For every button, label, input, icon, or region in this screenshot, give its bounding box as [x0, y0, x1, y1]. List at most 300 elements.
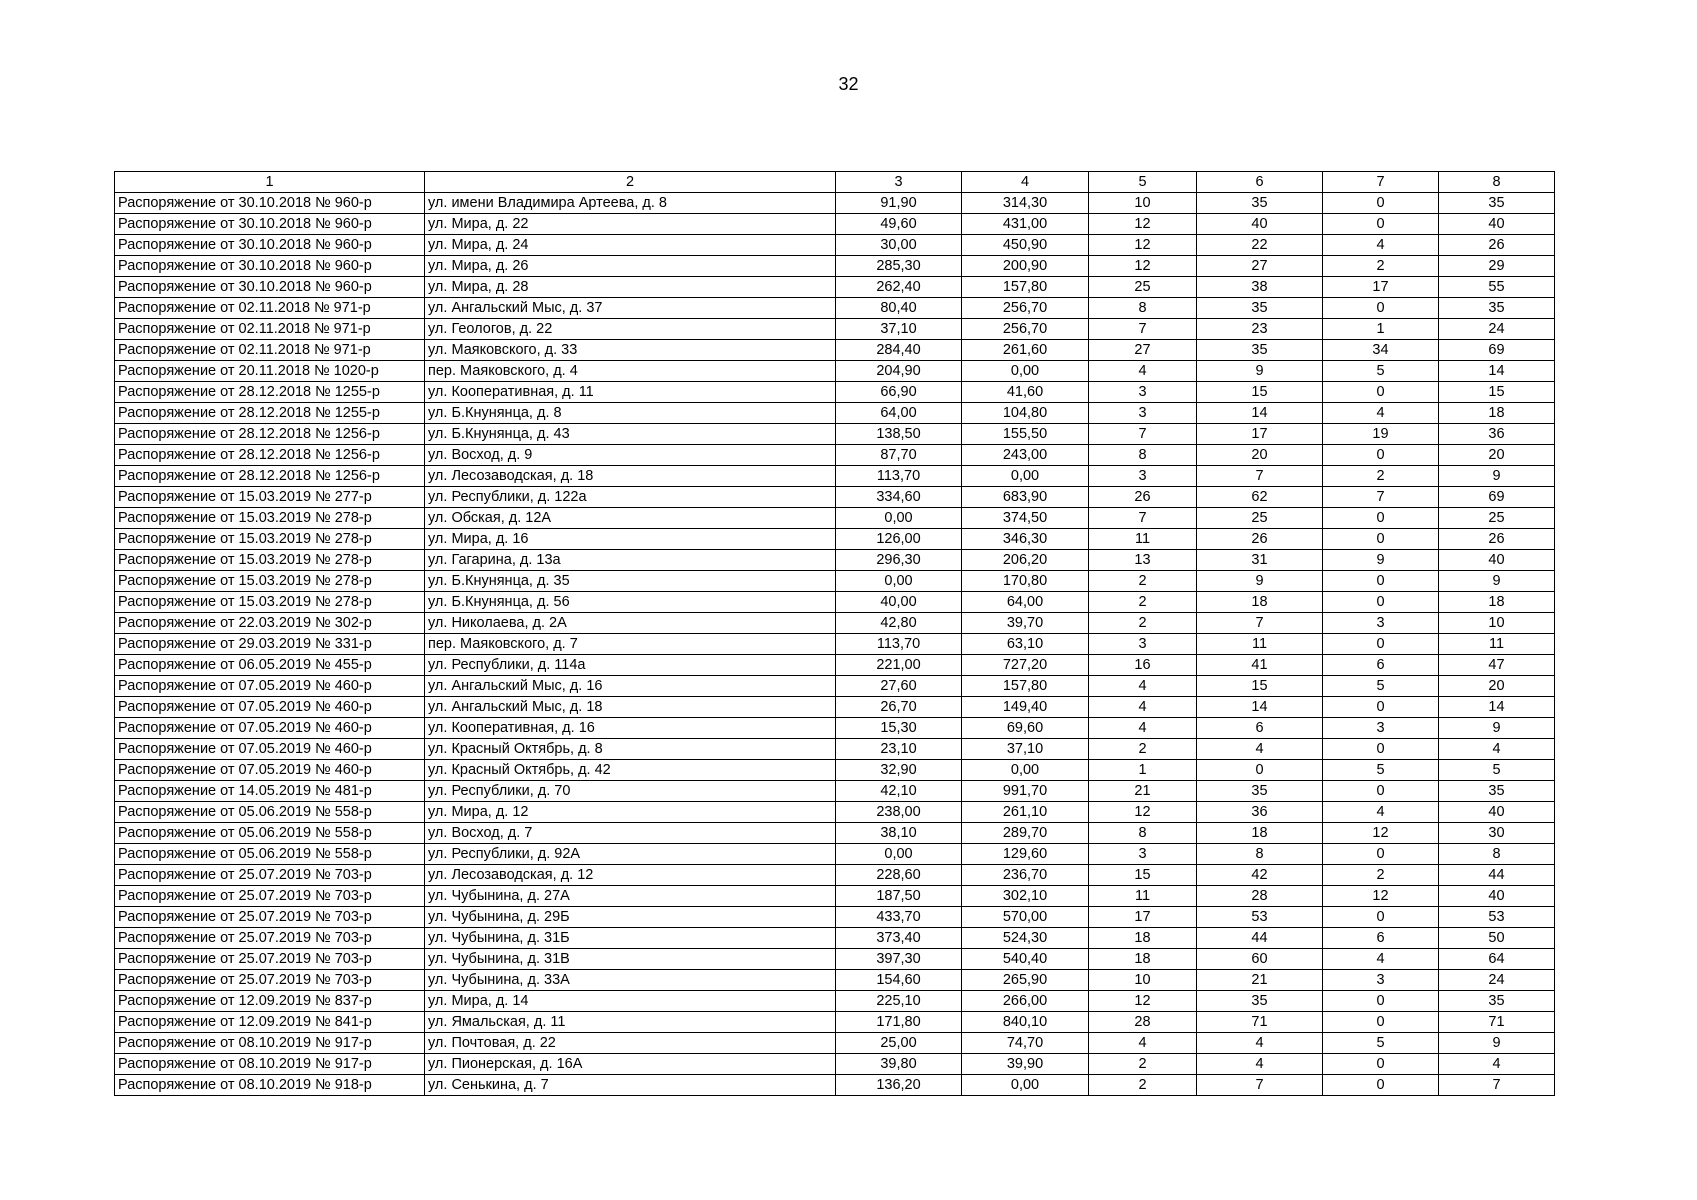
- value-cell: 17: [1197, 424, 1323, 445]
- value-cell: 25: [1089, 277, 1197, 298]
- value-cell: 4: [1439, 1054, 1555, 1075]
- value-cell: 35: [1197, 781, 1323, 802]
- value-cell: 4: [1197, 1033, 1323, 1054]
- value-cell: 0: [1323, 907, 1439, 928]
- value-cell: 0: [1323, 1075, 1439, 1096]
- value-cell: 24: [1439, 970, 1555, 991]
- table-row: [115, 697, 1555, 718]
- value-cell: 74,70: [962, 1033, 1089, 1054]
- table-row: [115, 886, 1555, 907]
- value-cell: 149,40: [962, 697, 1089, 718]
- table-row: [115, 193, 1555, 214]
- value-cell: 225,10: [836, 991, 962, 1012]
- value-cell: 3: [1089, 466, 1197, 487]
- value-cell: 5: [1323, 676, 1439, 697]
- document-cell: Распоряжение от 28.12.2018 № 1255-р: [115, 403, 425, 424]
- address-cell: ул. Мира, д. 12: [425, 802, 836, 823]
- value-cell: 206,20: [962, 550, 1089, 571]
- value-cell: 0: [1323, 844, 1439, 865]
- value-cell: 18: [1439, 403, 1555, 424]
- value-cell: 42,80: [836, 613, 962, 634]
- value-cell: 10: [1089, 970, 1197, 991]
- address-cell: ул. Республики, д. 122а: [425, 487, 836, 508]
- value-cell: 40: [1439, 214, 1555, 235]
- value-cell: 35: [1197, 298, 1323, 319]
- value-cell: 570,00: [962, 907, 1089, 928]
- column-header: 2: [425, 172, 836, 193]
- value-cell: 236,70: [962, 865, 1089, 886]
- value-cell: 4: [1089, 697, 1197, 718]
- address-cell: ул. Кооперативная, д. 16: [425, 718, 836, 739]
- value-cell: 27,60: [836, 676, 962, 697]
- value-cell: 41,60: [962, 382, 1089, 403]
- address-cell: ул. Пионерская, д. 16А: [425, 1054, 836, 1075]
- value-cell: 397,30: [836, 949, 962, 970]
- table-row: [115, 802, 1555, 823]
- value-cell: 69,60: [962, 718, 1089, 739]
- table-row: [115, 214, 1555, 235]
- address-cell: ул. Чубынина, д. 27А: [425, 886, 836, 907]
- document-cell: Распоряжение от 25.07.2019 № 703-р: [115, 949, 425, 970]
- value-cell: 14: [1439, 697, 1555, 718]
- value-cell: 256,70: [962, 319, 1089, 340]
- value-cell: 2: [1323, 466, 1439, 487]
- table-header-row: [115, 172, 1555, 193]
- value-cell: 26: [1439, 235, 1555, 256]
- value-cell: 60: [1197, 949, 1323, 970]
- value-cell: 7: [1323, 487, 1439, 508]
- value-cell: 18: [1089, 949, 1197, 970]
- value-cell: 9: [1439, 571, 1555, 592]
- document-cell: Распоряжение от 25.07.2019 № 703-р: [115, 907, 425, 928]
- column-header: 7: [1323, 172, 1439, 193]
- address-cell: ул. Маяковского, д. 33: [425, 340, 836, 361]
- value-cell: 6: [1323, 655, 1439, 676]
- table-row: [115, 403, 1555, 424]
- value-cell: 15: [1089, 865, 1197, 886]
- document-cell: Распоряжение от 30.10.2018 № 960-р: [115, 277, 425, 298]
- document-cell: Распоряжение от 20.11.2018 № 1020-р: [115, 361, 425, 382]
- address-cell: ул. Чубынина, д. 31Б: [425, 928, 836, 949]
- value-cell: 4: [1439, 739, 1555, 760]
- value-cell: 0: [1323, 529, 1439, 550]
- table-row: [115, 571, 1555, 592]
- value-cell: 0: [1323, 1012, 1439, 1033]
- address-cell: ул. Кооперативная, д. 11: [425, 382, 836, 403]
- value-cell: 19: [1323, 424, 1439, 445]
- value-cell: 64,00: [836, 403, 962, 424]
- value-cell: 154,60: [836, 970, 962, 991]
- value-cell: 26: [1089, 487, 1197, 508]
- value-cell: 9: [1197, 571, 1323, 592]
- address-cell: ул. Чубынина, д. 33А: [425, 970, 836, 991]
- value-cell: 0: [1323, 445, 1439, 466]
- value-cell: 4: [1197, 1054, 1323, 1075]
- value-cell: 28: [1197, 886, 1323, 907]
- document-cell: Распоряжение от 29.03.2019 № 331-р: [115, 634, 425, 655]
- value-cell: 3: [1323, 970, 1439, 991]
- table-row: [115, 277, 1555, 298]
- value-cell: 261,10: [962, 802, 1089, 823]
- value-cell: 13: [1089, 550, 1197, 571]
- value-cell: 0: [1323, 193, 1439, 214]
- value-cell: 7: [1197, 1075, 1323, 1096]
- address-cell: ул. Мира, д. 26: [425, 256, 836, 277]
- address-cell: ул. Мира, д. 24: [425, 235, 836, 256]
- value-cell: 3: [1323, 718, 1439, 739]
- value-cell: 0: [1323, 991, 1439, 1012]
- value-cell: 14: [1197, 697, 1323, 718]
- value-cell: 9: [1323, 550, 1439, 571]
- value-cell: 37,10: [836, 319, 962, 340]
- value-cell: 12: [1089, 991, 1197, 1012]
- value-cell: 12: [1089, 256, 1197, 277]
- value-cell: 12: [1323, 823, 1439, 844]
- value-cell: 20: [1197, 445, 1323, 466]
- data-table: [114, 171, 1555, 1096]
- document-cell: Распоряжение от 02.11.2018 № 971-р: [115, 298, 425, 319]
- address-cell: ул. Чубынина, д. 29Б: [425, 907, 836, 928]
- value-cell: 524,30: [962, 928, 1089, 949]
- value-cell: 2: [1089, 739, 1197, 760]
- document-cell: Распоряжение от 15.03.2019 № 278-р: [115, 550, 425, 571]
- value-cell: 12: [1323, 886, 1439, 907]
- value-cell: 5: [1323, 1033, 1439, 1054]
- value-cell: 23: [1197, 319, 1323, 340]
- value-cell: 5: [1323, 760, 1439, 781]
- document-cell: Распоряжение от 25.07.2019 № 703-р: [115, 970, 425, 991]
- value-cell: 5: [1323, 361, 1439, 382]
- value-cell: 256,70: [962, 298, 1089, 319]
- value-cell: 35: [1439, 991, 1555, 1012]
- document-cell: Распоряжение от 05.06.2019 № 558-р: [115, 802, 425, 823]
- value-cell: 4: [1089, 718, 1197, 739]
- value-cell: 17: [1323, 277, 1439, 298]
- value-cell: 87,70: [836, 445, 962, 466]
- value-cell: 25,00: [836, 1033, 962, 1054]
- address-cell: ул. Лесозаводская, д. 18: [425, 466, 836, 487]
- address-cell: ул. Гагарина, д. 13а: [425, 550, 836, 571]
- value-cell: 0: [1323, 634, 1439, 655]
- value-cell: 42,10: [836, 781, 962, 802]
- address-cell: ул. Николаева, д. 2А: [425, 613, 836, 634]
- value-cell: 40: [1439, 550, 1555, 571]
- table-row: [115, 991, 1555, 1012]
- value-cell: 4: [1089, 361, 1197, 382]
- value-cell: 39,80: [836, 1054, 962, 1075]
- value-cell: 44: [1439, 865, 1555, 886]
- table-row: [115, 550, 1555, 571]
- value-cell: 39,70: [962, 613, 1089, 634]
- value-cell: 2: [1089, 613, 1197, 634]
- value-cell: 36: [1197, 802, 1323, 823]
- table-row: [115, 256, 1555, 277]
- value-cell: 314,30: [962, 193, 1089, 214]
- address-cell: ул. Мира, д. 28: [425, 277, 836, 298]
- value-cell: 136,20: [836, 1075, 962, 1096]
- value-cell: 20: [1439, 676, 1555, 697]
- value-cell: 126,00: [836, 529, 962, 550]
- value-cell: 12: [1089, 214, 1197, 235]
- value-cell: 53: [1197, 907, 1323, 928]
- table-row: [115, 487, 1555, 508]
- value-cell: 4: [1197, 739, 1323, 760]
- table-row: [115, 865, 1555, 886]
- document-cell: Распоряжение от 02.11.2018 № 971-р: [115, 319, 425, 340]
- value-cell: 0,00: [836, 844, 962, 865]
- address-cell: ул. Восход, д. 9: [425, 445, 836, 466]
- value-cell: 37,10: [962, 739, 1089, 760]
- value-cell: 24: [1439, 319, 1555, 340]
- document-cell: Распоряжение от 02.11.2018 № 971-р: [115, 340, 425, 361]
- document-cell: Распоряжение от 06.05.2019 № 455-р: [115, 655, 425, 676]
- value-cell: 155,50: [962, 424, 1089, 445]
- address-cell: ул. Геологов, д. 22: [425, 319, 836, 340]
- value-cell: 11: [1089, 886, 1197, 907]
- value-cell: 4: [1323, 235, 1439, 256]
- value-cell: 157,80: [962, 277, 1089, 298]
- value-cell: 296,30: [836, 550, 962, 571]
- value-cell: 540,40: [962, 949, 1089, 970]
- value-cell: 0: [1323, 298, 1439, 319]
- document-cell: Распоряжение от 05.06.2019 № 558-р: [115, 823, 425, 844]
- table-row: [115, 928, 1555, 949]
- table-row: [115, 319, 1555, 340]
- table-row: [115, 760, 1555, 781]
- value-cell: 1: [1089, 760, 1197, 781]
- value-cell: 3: [1089, 382, 1197, 403]
- value-cell: 113,70: [836, 466, 962, 487]
- value-cell: 21: [1089, 781, 1197, 802]
- document-cell: Распоряжение от 30.10.2018 № 960-р: [115, 256, 425, 277]
- value-cell: 0,00: [836, 508, 962, 529]
- value-cell: 373,40: [836, 928, 962, 949]
- value-cell: 25: [1197, 508, 1323, 529]
- address-cell: ул. Мира, д. 22: [425, 214, 836, 235]
- document-cell: Распоряжение от 30.10.2018 № 960-р: [115, 193, 425, 214]
- address-cell: ул. Б.Кнунянца, д. 56: [425, 592, 836, 613]
- value-cell: 40: [1439, 886, 1555, 907]
- value-cell: 7: [1439, 1075, 1555, 1096]
- value-cell: 9: [1439, 718, 1555, 739]
- value-cell: 10: [1439, 613, 1555, 634]
- value-cell: 18: [1439, 592, 1555, 613]
- document-cell: Распоряжение от 28.12.2018 № 1255-р: [115, 382, 425, 403]
- value-cell: 3: [1323, 613, 1439, 634]
- value-cell: 2: [1089, 1075, 1197, 1096]
- document-cell: Распоряжение от 15.03.2019 № 278-р: [115, 571, 425, 592]
- value-cell: 55: [1439, 277, 1555, 298]
- value-cell: 26: [1197, 529, 1323, 550]
- value-cell: 15,30: [836, 718, 962, 739]
- value-cell: 4: [1323, 949, 1439, 970]
- table-row: [115, 907, 1555, 928]
- document-cell: Распоряжение от 08.10.2019 № 917-р: [115, 1033, 425, 1054]
- document-cell: Распоряжение от 28.12.2018 № 1256-р: [115, 445, 425, 466]
- value-cell: 16: [1089, 655, 1197, 676]
- document-cell: Распоряжение от 28.12.2018 № 1256-р: [115, 466, 425, 487]
- document-cell: Распоряжение от 15.03.2019 № 278-р: [115, 529, 425, 550]
- address-cell: ул. Ангальский Мыс, д. 18: [425, 697, 836, 718]
- table-row: [115, 970, 1555, 991]
- value-cell: 18: [1197, 592, 1323, 613]
- value-cell: 31: [1197, 550, 1323, 571]
- value-cell: 265,90: [962, 970, 1089, 991]
- value-cell: 7: [1089, 424, 1197, 445]
- value-cell: 991,70: [962, 781, 1089, 802]
- document-cell: Распоряжение от 08.10.2019 № 917-р: [115, 1054, 425, 1075]
- value-cell: 9: [1439, 1033, 1555, 1054]
- value-cell: 12: [1089, 235, 1197, 256]
- value-cell: 346,30: [962, 529, 1089, 550]
- table-row: [115, 823, 1555, 844]
- column-header: 1: [115, 172, 425, 193]
- value-cell: 266,00: [962, 991, 1089, 1012]
- value-cell: 64: [1439, 949, 1555, 970]
- value-cell: 62: [1197, 487, 1323, 508]
- value-cell: 0: [1323, 592, 1439, 613]
- table-row: [115, 340, 1555, 361]
- table-row: [115, 361, 1555, 382]
- value-cell: 6: [1323, 928, 1439, 949]
- address-cell: ул. Чубынина, д. 31В: [425, 949, 836, 970]
- value-cell: 35: [1197, 340, 1323, 361]
- value-cell: 9: [1439, 466, 1555, 487]
- value-cell: 0: [1323, 214, 1439, 235]
- value-cell: 36: [1439, 424, 1555, 445]
- value-cell: 157,80: [962, 676, 1089, 697]
- value-cell: 170,80: [962, 571, 1089, 592]
- value-cell: 262,40: [836, 277, 962, 298]
- value-cell: 8: [1197, 844, 1323, 865]
- value-cell: 42: [1197, 865, 1323, 886]
- value-cell: 8: [1089, 298, 1197, 319]
- document-cell: Распоряжение от 30.10.2018 № 960-р: [115, 235, 425, 256]
- table-row: [115, 676, 1555, 697]
- value-cell: 64,00: [962, 592, 1089, 613]
- address-cell: ул. Б.Кнунянца, д. 8: [425, 403, 836, 424]
- document-cell: Распоряжение от 15.03.2019 № 277-р: [115, 487, 425, 508]
- value-cell: 35: [1197, 193, 1323, 214]
- document-cell: Распоряжение от 05.06.2019 № 558-р: [115, 844, 425, 865]
- value-cell: 71: [1439, 1012, 1555, 1033]
- address-cell: ул. Мира, д. 14: [425, 991, 836, 1012]
- value-cell: 7: [1089, 319, 1197, 340]
- value-cell: 204,90: [836, 361, 962, 382]
- value-cell: 187,50: [836, 886, 962, 907]
- table-row: [115, 1012, 1555, 1033]
- value-cell: 302,10: [962, 886, 1089, 907]
- table-row: [115, 781, 1555, 802]
- value-cell: 2: [1089, 592, 1197, 613]
- table-row: [115, 424, 1555, 445]
- value-cell: 104,80: [962, 403, 1089, 424]
- value-cell: 0: [1323, 508, 1439, 529]
- value-cell: 15: [1197, 382, 1323, 403]
- value-cell: 0,00: [962, 466, 1089, 487]
- table-row: [115, 445, 1555, 466]
- address-cell: ул. Обская, д. 12А: [425, 508, 836, 529]
- value-cell: 7: [1197, 466, 1323, 487]
- value-cell: 26,70: [836, 697, 962, 718]
- document-cell: Распоряжение от 25.07.2019 № 703-р: [115, 865, 425, 886]
- table-row: [115, 739, 1555, 760]
- value-cell: 80,40: [836, 298, 962, 319]
- table-row: [115, 466, 1555, 487]
- document-cell: Распоряжение от 15.03.2019 № 278-р: [115, 592, 425, 613]
- value-cell: 840,10: [962, 1012, 1089, 1033]
- address-cell: ул. Б.Кнунянца, д. 35: [425, 571, 836, 592]
- value-cell: 0: [1197, 760, 1323, 781]
- value-cell: 40: [1439, 802, 1555, 823]
- column-header: 8: [1439, 172, 1555, 193]
- value-cell: 8: [1439, 844, 1555, 865]
- document-cell: Распоряжение от 07.05.2019 № 460-р: [115, 697, 425, 718]
- value-cell: 26: [1439, 529, 1555, 550]
- value-cell: 30,00: [836, 235, 962, 256]
- table-row: [115, 382, 1555, 403]
- value-cell: 23,10: [836, 739, 962, 760]
- value-cell: 0: [1323, 781, 1439, 802]
- value-cell: 0: [1323, 739, 1439, 760]
- value-cell: 28: [1089, 1012, 1197, 1033]
- value-cell: 2: [1089, 571, 1197, 592]
- value-cell: 2: [1089, 1054, 1197, 1075]
- value-cell: 11: [1439, 634, 1555, 655]
- value-cell: 0: [1323, 697, 1439, 718]
- address-cell: ул. Почтовая, д. 22: [425, 1033, 836, 1054]
- value-cell: 171,80: [836, 1012, 962, 1033]
- value-cell: 35: [1439, 298, 1555, 319]
- table-row: [115, 949, 1555, 970]
- value-cell: 15: [1439, 382, 1555, 403]
- value-cell: 0: [1323, 571, 1439, 592]
- value-cell: 450,90: [962, 235, 1089, 256]
- value-cell: 32,90: [836, 760, 962, 781]
- table-row: [115, 634, 1555, 655]
- value-cell: 7: [1197, 613, 1323, 634]
- value-cell: 238,00: [836, 802, 962, 823]
- value-cell: 289,70: [962, 823, 1089, 844]
- table-row: [115, 844, 1555, 865]
- value-cell: 12: [1089, 802, 1197, 823]
- value-cell: 18: [1089, 928, 1197, 949]
- value-cell: 4: [1323, 403, 1439, 424]
- value-cell: 221,00: [836, 655, 962, 676]
- value-cell: 9: [1197, 361, 1323, 382]
- value-cell: 66,90: [836, 382, 962, 403]
- table-row: [115, 1033, 1555, 1054]
- value-cell: 8: [1089, 445, 1197, 466]
- table-row: [115, 529, 1555, 550]
- address-cell: ул. Республики, д. 70: [425, 781, 836, 802]
- value-cell: 21: [1197, 970, 1323, 991]
- document-cell: Распоряжение от 15.03.2019 № 278-р: [115, 508, 425, 529]
- value-cell: 113,70: [836, 634, 962, 655]
- table-row: [115, 1075, 1555, 1096]
- document-cell: Распоряжение от 07.05.2019 № 460-р: [115, 760, 425, 781]
- value-cell: 3: [1089, 844, 1197, 865]
- address-cell: пер. Маяковского, д. 7: [425, 634, 836, 655]
- document-cell: Распоряжение от 28.12.2018 № 1256-р: [115, 424, 425, 445]
- value-cell: 14: [1197, 403, 1323, 424]
- value-cell: 4: [1323, 802, 1439, 823]
- value-cell: 6: [1197, 718, 1323, 739]
- document-cell: Распоряжение от 30.10.2018 № 960-р: [115, 214, 425, 235]
- value-cell: 69: [1439, 340, 1555, 361]
- address-cell: ул. Сенькина, д. 7: [425, 1075, 836, 1096]
- document-cell: Распоряжение от 07.05.2019 № 460-р: [115, 739, 425, 760]
